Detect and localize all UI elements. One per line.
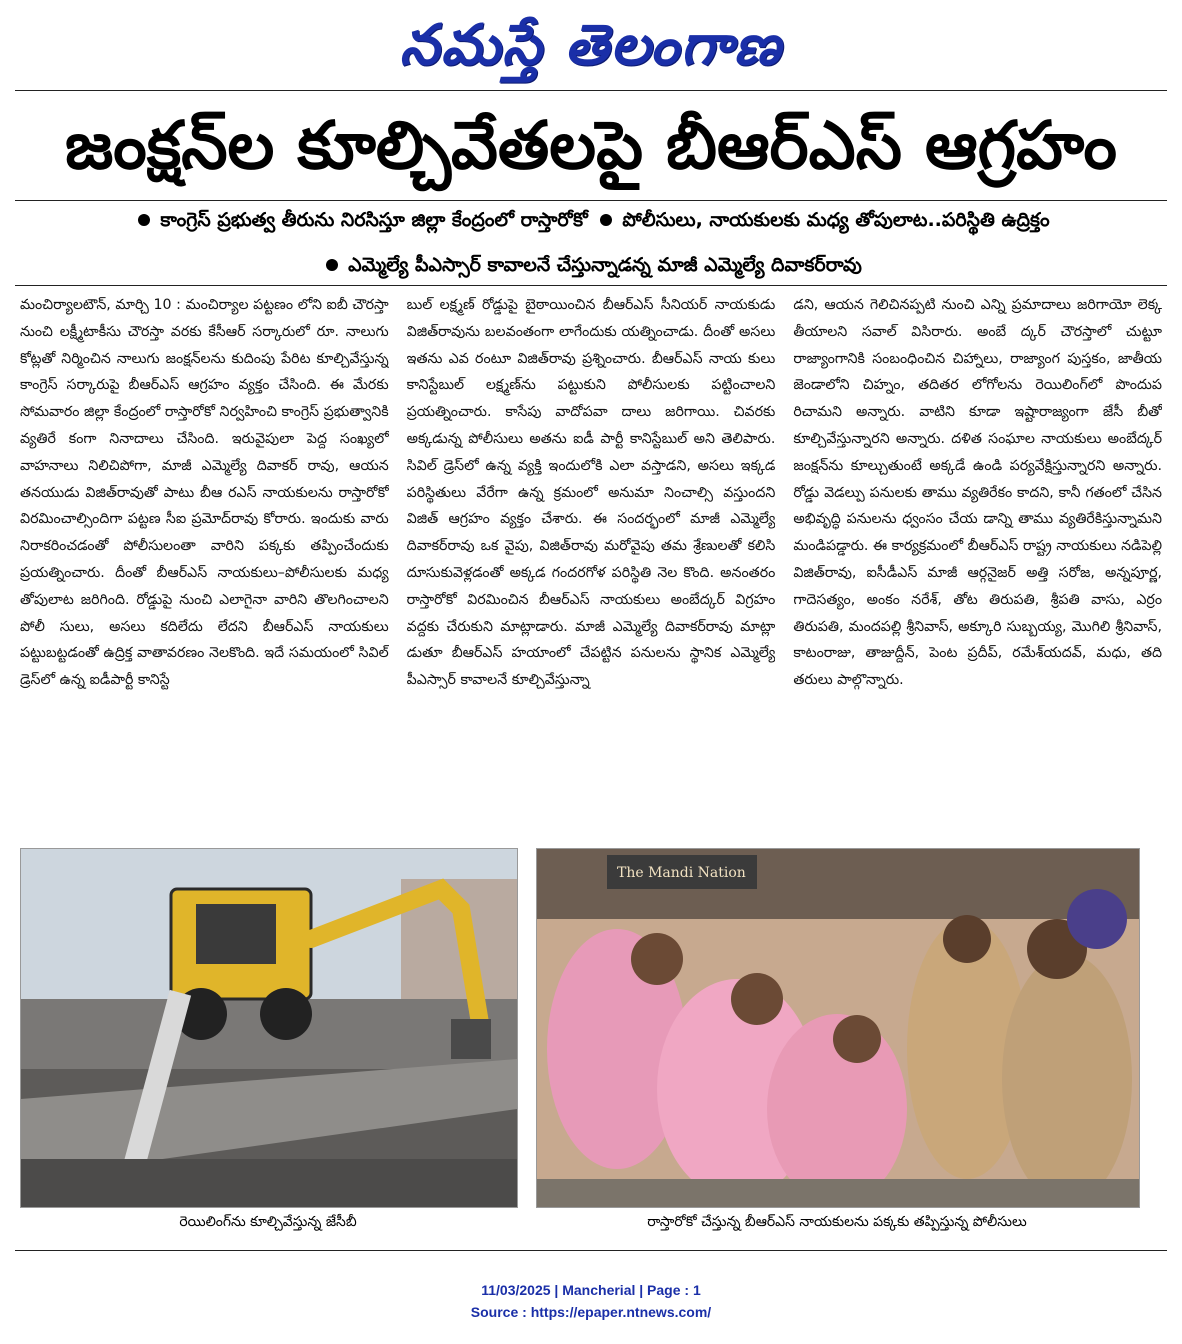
photo-police-protest xyxy=(536,848,1140,1208)
bullet-icon xyxy=(138,214,150,226)
article-body xyxy=(20,292,1162,830)
footer-rule xyxy=(15,1250,1167,1251)
footer-source-link[interactable]: Source : https://epaper.ntnews.com/ xyxy=(470,1304,712,1320)
masthead-logo: నమస్తే తెలంగాణ xyxy=(399,12,783,78)
article-column-1: మంచిర్యాలటౌన్, మార్చి 10 : మంచిర్యాల పట్టణం లోని ఐబీ చౌరస్తా నుంచి లక్ష్మీటాకీసు చౌరస్తా వరకు కేసీఆర్ సర్కారులో రూ. నాలుగు కోట్లతో నిర్మించిన నాలుగు జంక్షన్‌లను కుదింపు పేరిట కూల్చివేస్తున్న కాంగ్రెస్ సర్కారుపై బీఆర్‌ఎస్ ఆగ్రహం వ్యక్తం చేసింది. ఈ మేరకు సోమవారం జిల్లా కేంద్రంలో రాస్తారోకో నిర్వహించి కాంగ్రెస్ ప్రభుత్వానికి వ్యతిరే కంగా నినాదాలు చేసింది. ఇరువైపులా పెద్ద సంఖ్యలో వాహనాలు నిలిచిపోగా, మాజీ ఎమ్మెల్యే దివాకర్ రావు, ఆయన తనయుడు విజిత్‌రావుతో పాటు బీఆ రఎస్ నాయకులను రాస్తారోకో విరమించాల్సిందిగా పట్టణ సీఐ ప్రమోద్‌రావు కోరారు. ఇందుకు వారు నిరాకరించడంతో పోలీసులంతా వారిని పక్కకు తప్పించేందుకు ప్రయత్నించారు. దీంతో బీఆర్‌ఎస్ నాయకులు–పోలీసులకు మధ్య తోపులాట జరిగింది. రోడ్డుపై నుంచి ఎలాగైనా వారిని తొలగించాలని పోలీ సులు, అసలు కదిలేదు లేదని బీఆర్‌ఎస్ నాయకులు పట్టుబట్టడంతో ఉద్రిక్త వాతావరణం నెలకొంది. ఇదే సమయంలో సివిల్ డ్రెస్‌లో ఉన్న ఐడీపార్టీ కానిస్టే xyxy=(20,297,389,689)
shop-sign-text: The Mandi Nation xyxy=(617,865,746,881)
footer-edition-info: 11/03/2025 | Mancherial | Page : 1 xyxy=(481,1282,701,1298)
masthead xyxy=(0,6,1182,84)
headline: జంక్షన్‌ల కూల్చివేతలపై బీఆర్‌ఎస్ ఆగ్రహం xyxy=(65,107,1117,184)
subhead-rule xyxy=(15,285,1167,286)
subhead-row-2 xyxy=(10,250,1172,280)
caption-right: రాస్తారోకో చేస్తున్న బీఆర్‌ఎస్ నాయకులను పక్కకు తప్పిస్తున్న పోలీసులు xyxy=(647,1214,1027,1230)
subhead-2: పోలీసులు, నాయకులకు మధ్య తోపులాట..పరిస్థితి ఉద్రిక్తం xyxy=(622,209,1050,231)
bullet-icon xyxy=(326,259,338,271)
headline-rule xyxy=(15,200,1167,201)
subhead-row-1 xyxy=(10,205,1172,235)
subhead-1: కాంగ్రెస్ ప్రభుత్వ తీరును నిరసిస్తూ జిల్లా కేంద్రంలో రాస్తారోకో xyxy=(160,209,588,231)
masthead-rule xyxy=(15,90,1167,91)
photo-jcb-demolition xyxy=(20,848,518,1208)
photo-jcb-illustration xyxy=(21,849,517,1207)
subhead-3: ఎమ్మెల్యే పీఎస్సార్ కావాలనే చేస్తున్నాడన్న మాజీ ఎమ్మెల్యే దివాకర్‌రావు xyxy=(348,254,862,276)
bullet-icon xyxy=(600,214,612,226)
article-column-3: డని, ఆయన గెలిచినప్పటి నుంచి ఎన్ని ప్రమాదాలు జరిగాయో లెక్క తీయాలని సవాల్ విసిరారు. అంబే ద్కర్ చౌరస్తాలో చుట్టూ రాజ్యాంగానికి సంబంధించిన చిహ్నాలు, రాజ్యాంగ పుస్తకం, జాతీయ జెండాలోని చిహ్నం, తదితర లోగోలను రెయిలింగ్‌లో పొందుప రిచామని అన్నారు. వాటిని కూడా ఇష్టారాజ్యంగా జేసీ బీతో కూల్చివేస్తున్నారని అన్నారు. దళిత సంఘాల నాయకులు అంబేద్కర్ జంక్షన్‌ను కూల్చుతుంటే అక్కడే ఉండి పర్యవేక్షిస్తున్నారని అన్నారు. రోడ్డు వెడల్పు పనులకు తాము వ్యతిరేకం కాదని, కానీ గతంలో చేసిన అభివృద్ధి పనులను ధ్వంసం చేయ డాన్ని తాము వ్యతిరేకిస్తున్నామని మండిపడ్డారు. ఈ కార్యక్రమంలో బీఆర్‌ఎస్ రాష్ట్ర నాయకులు నడిపెల్లి విజిత్‌రావు, ఐసీడీఎస్ మాజీ ఆర్గనైజర్ అత్తి సరోజ, అన్నపూర్ణ, గాదెసత్యం, అంకం నరేశ్, తోట తిరుపతి, శ్రీపతి వాసు, ఎర్రం తిరుపతి, మందపల్లి శ్రీనివాస్, అక్కూరి సుబ్బయ్య, మొగిలి శ్రీనివాస్, కాటంరాజు, తాజుద్దీన్, పెంట ప్రదీప్, రమేశ్‌యదవ్, మధు, తది తరులు పాల్గొన్నారు. xyxy=(793,297,1163,689)
caption-left: రెయిలింగ్‌ను కూల్చివేస్తున్న జేసీబీ xyxy=(179,1214,357,1230)
article-column-2: బుల్ లక్ష్మణ్ రోడ్డుపై బైఠాయించిన బీఆర్‌ఎస్ సీనియర్ నాయకుడు విజిత్‌రావును బలవంతంగా లాగేందుకు యత్నించాడు. దీంతో అసలు ఇతను ఎవ రంటూ విజిత్‌రావు ప్రశ్నించారు. బీఆర్‌ఎస్ నాయ కులు కానిస్టేబుల్ లక్ష్మణ్‌ను పట్టుకుని పోలీసులకు పట్టించాలని ప్రయత్నించారు. కాసేపు వాదోపవా దాలు జరిగాయి. చివరకు అక్కడున్న పోలీసులు అతను ఐడీ పార్టీ కానిస్టేబుల్ అని తెలిపారు. సివిల్ డ్రెస్‌లో ఉన్న వ్యక్తి ఇందులోకి ఎలా వస్తాడని, అసలు ఇక్కడ పరిస్థితులు వేరేగా ఉన్న క్రమంలో అనుమా నించాల్సి వస్తుందని విజిత్ ఆగ్రహం వ్యక్తం చేశారు. ఈ సందర్భంలో మాజీ ఎమ్మెల్యే దివాకర్‌రావు ఒక వైపు, విజిత్‌రావు మరోవైపు తమ శ్రేణులతో కలిసి దూసుకువెళ్లడంతో అక్కడ గందరగోళ పరిస్థితి నెల కొంది. అనంతరం రాస్తారోకో విరమించిన బీఆర్‌ఎస్ నాయకులు అంబేద్కర్ విగ్రహం వద్దకు చేరుకుని మాట్లాడారు. మాజీ ఎమ్మెల్యే దివాకర్‌రావు మాట్లా డుతూ బీఆర్‌ఎస్ హయాంలో చేపట్టిన పనులను స్థానిక ఎమ్మెల్యే పీఎస్సార్ కావాలనే కూల్చివేస్తున్నా xyxy=(406,297,776,689)
photo-protest-illustration xyxy=(537,849,1139,1207)
